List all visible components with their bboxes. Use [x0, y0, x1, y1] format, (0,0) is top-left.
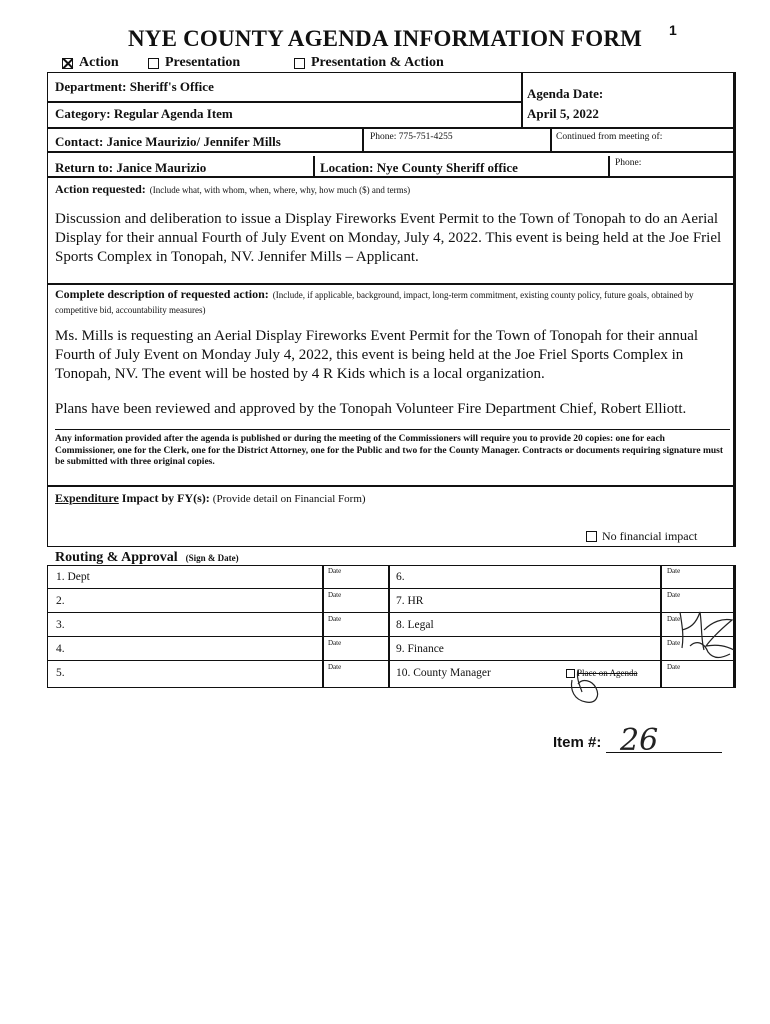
continued-from-label: Continued from meeting of:	[556, 132, 663, 142]
routing-right-8: 8. Legal	[396, 619, 434, 631]
date-caption-8: Date	[667, 615, 681, 623]
agenda-date-label: Agenda Date:	[527, 86, 604, 101]
option-presentation[interactable]	[148, 55, 240, 71]
routing-left-2: 2.	[56, 595, 65, 607]
item-number-handwritten	[618, 722, 678, 754]
expenditure-label-rest: Impact by FY(s):	[118, 491, 210, 505]
return-to-field: Return to: Janice Maurizio	[55, 160, 207, 175]
presentation-action-checkbox[interactable]	[294, 58, 305, 69]
routing-left-3: 3.	[56, 619, 65, 631]
place-on-agenda-label: Place on Agenda	[577, 668, 638, 678]
routing-right-9: 9. Finance	[396, 643, 444, 655]
complete-description-label: Complete description of requested action:	[55, 287, 269, 301]
routing-left-5: 5.	[56, 667, 65, 679]
phone-label: Phone:	[615, 158, 642, 168]
row-divider-3	[47, 151, 735, 153]
expenditure-heading	[55, 491, 366, 506]
date-caption-3: Date	[328, 615, 342, 623]
form-title: NYE COUNTY AGENDA INFORMATION FORM	[127, 26, 643, 51]
copies-notice: Any information provided after the agenda is published or during the meeting of the Commissioners will require you to provide 20 copies: one for each Commissioner, one for the Clerk, one for the District Attorney, one for the Public and two for the County Manager. Contracts or documents requiring signature must be submitted with three original copies.	[55, 434, 724, 467]
routing-heading	[55, 548, 239, 566]
date-caption-1: Date	[328, 567, 342, 575]
row-divider-4	[47, 176, 735, 178]
routing-subtitle: (Sign & Date)	[185, 553, 239, 563]
complete-description-heading	[55, 287, 730, 317]
routing-row-3	[47, 636, 735, 637]
row-divider-5	[47, 283, 735, 285]
phone-divider	[608, 156, 610, 177]
option-presentation-label: Presentation	[165, 55, 241, 70]
agenda-date-divider	[521, 72, 523, 127]
action-requested-heading	[55, 180, 410, 198]
presentation-checkbox[interactable]	[148, 58, 159, 69]
contact-field: Contact: Janice Maurizio/ Jennifer Mills	[55, 134, 281, 149]
expenditure-hint: (Provide detail on Financial Form)	[212, 493, 366, 505]
date-caption-7: Date	[667, 591, 681, 599]
row-divider-6	[47, 485, 735, 487]
routing-left-1: 1. Dept	[56, 571, 90, 583]
option-action-label: Action	[79, 55, 119, 70]
date-caption-10: Date	[667, 663, 681, 671]
date-caption-2: Date	[328, 591, 342, 599]
action-checkbox[interactable]	[62, 58, 73, 69]
date-caption-4: Date	[328, 639, 342, 647]
agenda-date-value: April 5, 2022	[527, 106, 599, 121]
date-caption-6: Date	[667, 567, 681, 575]
option-action[interactable]	[62, 55, 119, 71]
routing-row-1	[47, 588, 735, 589]
routing-right-7: 7. HR	[396, 595, 424, 607]
legal-initials-signature	[660, 600, 740, 670]
row-divider-2	[47, 127, 735, 129]
department-field: Department: Sheriff's Office	[55, 79, 214, 94]
date-caption-5: Date	[328, 663, 342, 671]
category-field: Category: Regular Agenda Item	[55, 106, 233, 121]
right-shadow	[733, 72, 736, 547]
location-divider	[313, 156, 315, 177]
continued-divider	[550, 127, 552, 151]
routing-right-6: 6.	[396, 571, 405, 583]
description-paragraph-2: Plans have been reviewed and approved by the Tonopah Volunteer Fire Department Chief, Robert Elliott.	[55, 401, 687, 417]
routing-col-divider-1	[322, 565, 324, 688]
notice-divider	[55, 429, 730, 430]
routing-title: Routing & Approval	[55, 550, 178, 565]
row-divider-1	[47, 101, 521, 103]
routing-row-2	[47, 612, 735, 613]
action-requested-label: Action requested:	[55, 182, 146, 196]
routing-left-4: 4.	[56, 643, 65, 655]
item-number-text: 26	[620, 723, 659, 754]
contact-phone-divider	[362, 127, 364, 151]
routing-col-divider-2	[388, 565, 390, 688]
no-financial-impact[interactable]	[586, 529, 697, 544]
contact-phone: Phone: 775-751-4255	[370, 132, 453, 142]
location-field: Location: Nye County Sheriff office	[320, 160, 518, 175]
routing-row-4	[47, 660, 735, 661]
item-label: Item #:	[553, 734, 602, 751]
no-financial-impact-label: No financial impact	[602, 529, 698, 543]
action-requested-hint: (Include what, with whom, when, where, why, how much ($) and terms)	[149, 185, 411, 195]
expenditure-label: Expenditure	[55, 491, 119, 505]
option-presentation-action-label: Presentation & Action	[311, 55, 444, 70]
date-caption-9: Date	[667, 639, 681, 647]
description-paragraph-1: Ms. Mills is requesting an Aerial Display Fireworks Event Permit for the Town of Tonopah for their annual Fourth of July Event on Monday July 4, 2022, this event is being held at the Joe Friel Sports Complex in Tonopah, NV. The event will be hosted by 4 R Kids which is a local organization.	[55, 328, 699, 382]
routing-right-10: 10. County Manager	[396, 667, 491, 679]
county-manager-signature	[560, 660, 630, 708]
no-financial-impact-checkbox[interactable]	[586, 531, 597, 542]
page-number: 1	[669, 22, 677, 38]
action-requested-text: Discussion and deliberation to issue a Display Fireworks Event Permit to the Town of Tonopah to do an Aerial Display for their annual Fourth of July Event on Monday, July 4, 2022. This event is being held at the Joe Friel Sports Complex in Tonopah, NV. Jennifer Mills – Applicant.	[55, 211, 722, 265]
complete-description-hint: (Include, if applicable, background, impact, long-term commitment, existing county policy, future goals, obtained by competitive bid, accountability measures)	[55, 290, 694, 315]
option-presentation-action[interactable]	[294, 55, 444, 71]
